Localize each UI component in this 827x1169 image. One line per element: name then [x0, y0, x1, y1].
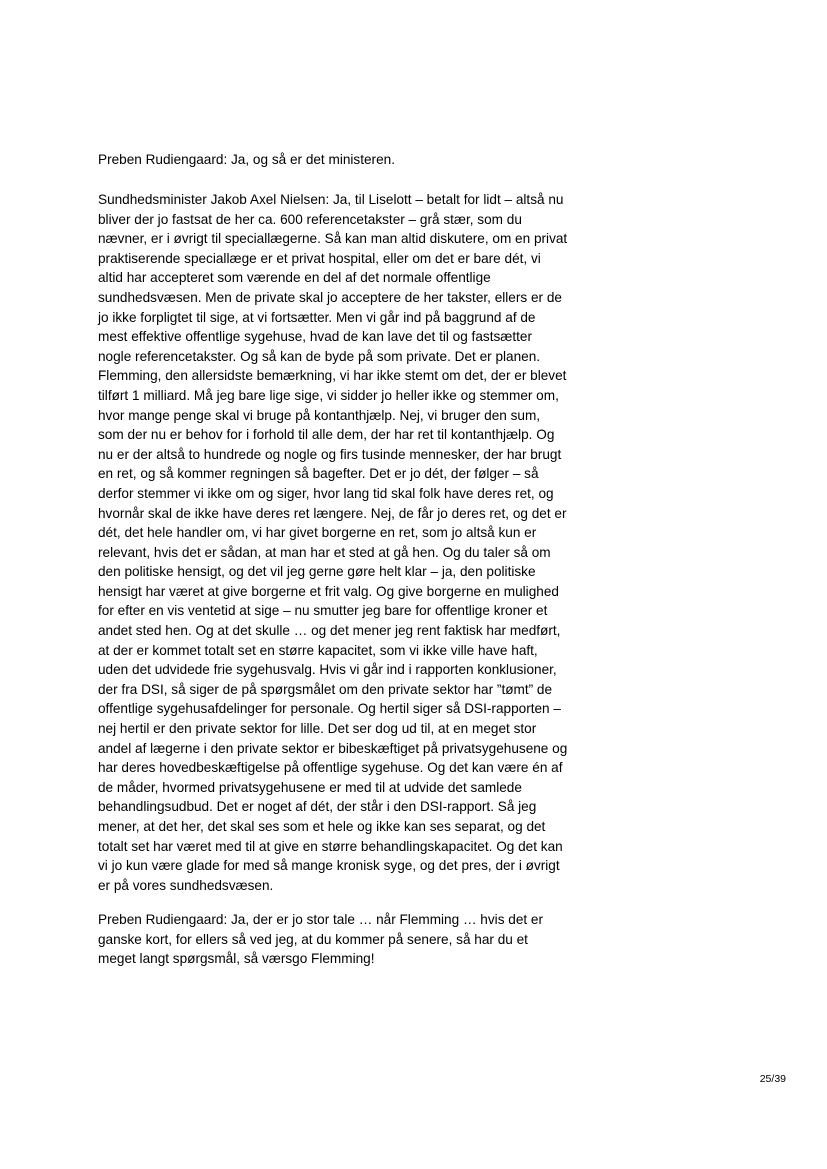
text-line: ganske kort, for ellers så ved jeg, at du kommer på senere, så har du et	[98, 931, 528, 947]
text-line: er på vores sundhedsvæsen.	[98, 877, 274, 893]
text-line: behandlingsudbud. Det er noget af dét, der står i den DSI-rapport. Så jeg	[98, 799, 537, 815]
text-line: andel af lægerne i den private sektor er bibeskæftiget på privatsygehusene og	[98, 740, 568, 756]
text-line: tilført 1 milliard. Må jeg bare lige sige, vi sidder jo heller ikke og stemmer om,	[98, 387, 559, 403]
text-line: der fra DSI, så siger de på spørgsmålet om den private sektor har ”tømt” de	[98, 681, 553, 697]
text-line: altid har accepteret som værende en del af det normale offentlige	[98, 270, 491, 286]
text-line: vi jo kun være glade for med så mange kronisk syge, og det pres, der i øvrigt	[98, 858, 560, 874]
text-line: offentlige sygehusafdelinger for personale. Og hertil siger så DSI-rapporten –	[98, 701, 561, 717]
text-line: sundhedsvæsen. Men de private skal jo acceptere de her takster, ellers er de	[98, 289, 562, 305]
text-line: at der er kommet totalt set en større kapacitet, som vi ikke ville have haft,	[98, 642, 538, 658]
text-line: nej hertil er den private sektor for lille. Det ser dog ud til, at en meget stor	[98, 721, 537, 737]
text-line: andet sted hen. Og at det skulle … og det mener jeg rent faktisk har medført,	[98, 623, 561, 639]
text-line: uden det udvidede frie sygehusvalg. Hvis vi går ind i rapporten konklusioner,	[98, 662, 557, 678]
text-line: Flemming, den allersidste bemærkning, vi har ikke stemt om det, der er blevet	[98, 368, 567, 384]
text-line: nævner, er i øvrigt til speciallægerne. Så kan man altid diskutere, om en privat	[98, 231, 568, 247]
text-line: hvor mange penge skal vi bruge på kontanthjælp. Nej, vi bruger den sum,	[98, 407, 541, 423]
text-line: mener, at det her, det skal ses som et hele og ikke kan ses separat, og det	[98, 819, 546, 834]
paragraph-minister-answer	[98, 190, 567, 895]
text-line: Sundhedsminister Jakob Axel Nielsen: Ja, til Liselott – betalt for lidt – altså nu	[98, 192, 564, 207]
text-line: meget langt spørgsmål, så værsgo Flemming!	[98, 951, 375, 967]
text-line: praktiserende speciallæge er et privat hospital, eller om det er bare dét, vi	[98, 250, 541, 266]
text-line: de måder, hvormed privatsygehusene er med til at udvide det samlede	[98, 779, 522, 795]
text-line: totalt set har været med til at give en større behandlingskapacitet. Og det kan	[98, 838, 563, 854]
text-line: relevant, hvis det er sådan, at man har et sted at gå hen. Og du taler så om	[98, 544, 551, 560]
text-line: nu er der altså to hundrede og nogle og firs tusinde mennesker, der har brugt	[98, 446, 562, 462]
text-line: bliver der jo fastsat de her ca. 600 referencetakster – grå stær, som du	[98, 211, 522, 227]
text-line: hvornår skal de ikke have deres ret længere. Nej, de får jo deres ret, og det er	[98, 505, 567, 521]
text-line: dét, det hele handler om, vi har givet borgerne en ret, som jo altså kun er	[98, 525, 537, 541]
text-line: en ret, og så kommer regningen så bagefter. Det er jo dét, der følger – så	[98, 466, 539, 482]
text-line: som der nu er behov for i forhold til alle dem, der har ret til kontanthjælp. Og	[98, 427, 555, 443]
paragraph-preben-closing	[98, 910, 543, 969]
text-line: har deres hovedbeskæftigelse på offentlige sygehuse. Og det kan være én af	[98, 760, 563, 776]
text-line: for efter en vis ventetid at sige – nu smutter jeg bare for offentlige kroner et	[98, 603, 548, 619]
text-line: Preben Rudiengaard: Ja, og så er det ministeren.	[98, 152, 395, 167]
page-number: 25/39	[759, 1073, 786, 1085]
text-line: derfor stemmer vi ikke om og siger, hvor lang tid skal folk have deres ret, og	[98, 485, 554, 501]
text-line: nogle referencetakster. Og så kan de byde på som private. Det er planen.	[98, 348, 541, 364]
text-line: den politiske hensigt, og det vil jeg gerne gøre helt klar – ja, den politiske	[98, 564, 536, 580]
text-line: jo ikke forpligtet til sige, at vi fortsætter. Men vi går ind på baggrund af de	[98, 309, 536, 325]
paragraph-preben-intro	[98, 150, 395, 170]
text-line: mest effektive offentlige sygehuse, hvad de kan lave det til og fastsætter	[98, 329, 532, 345]
text-line: Preben Rudiengaard: Ja, der er jo stor tale … når Flemming … hvis det er	[98, 912, 544, 927]
text-line: hensigt har været at give borgerne et frit valg. Og give borgerne en mulighed	[98, 583, 559, 599]
